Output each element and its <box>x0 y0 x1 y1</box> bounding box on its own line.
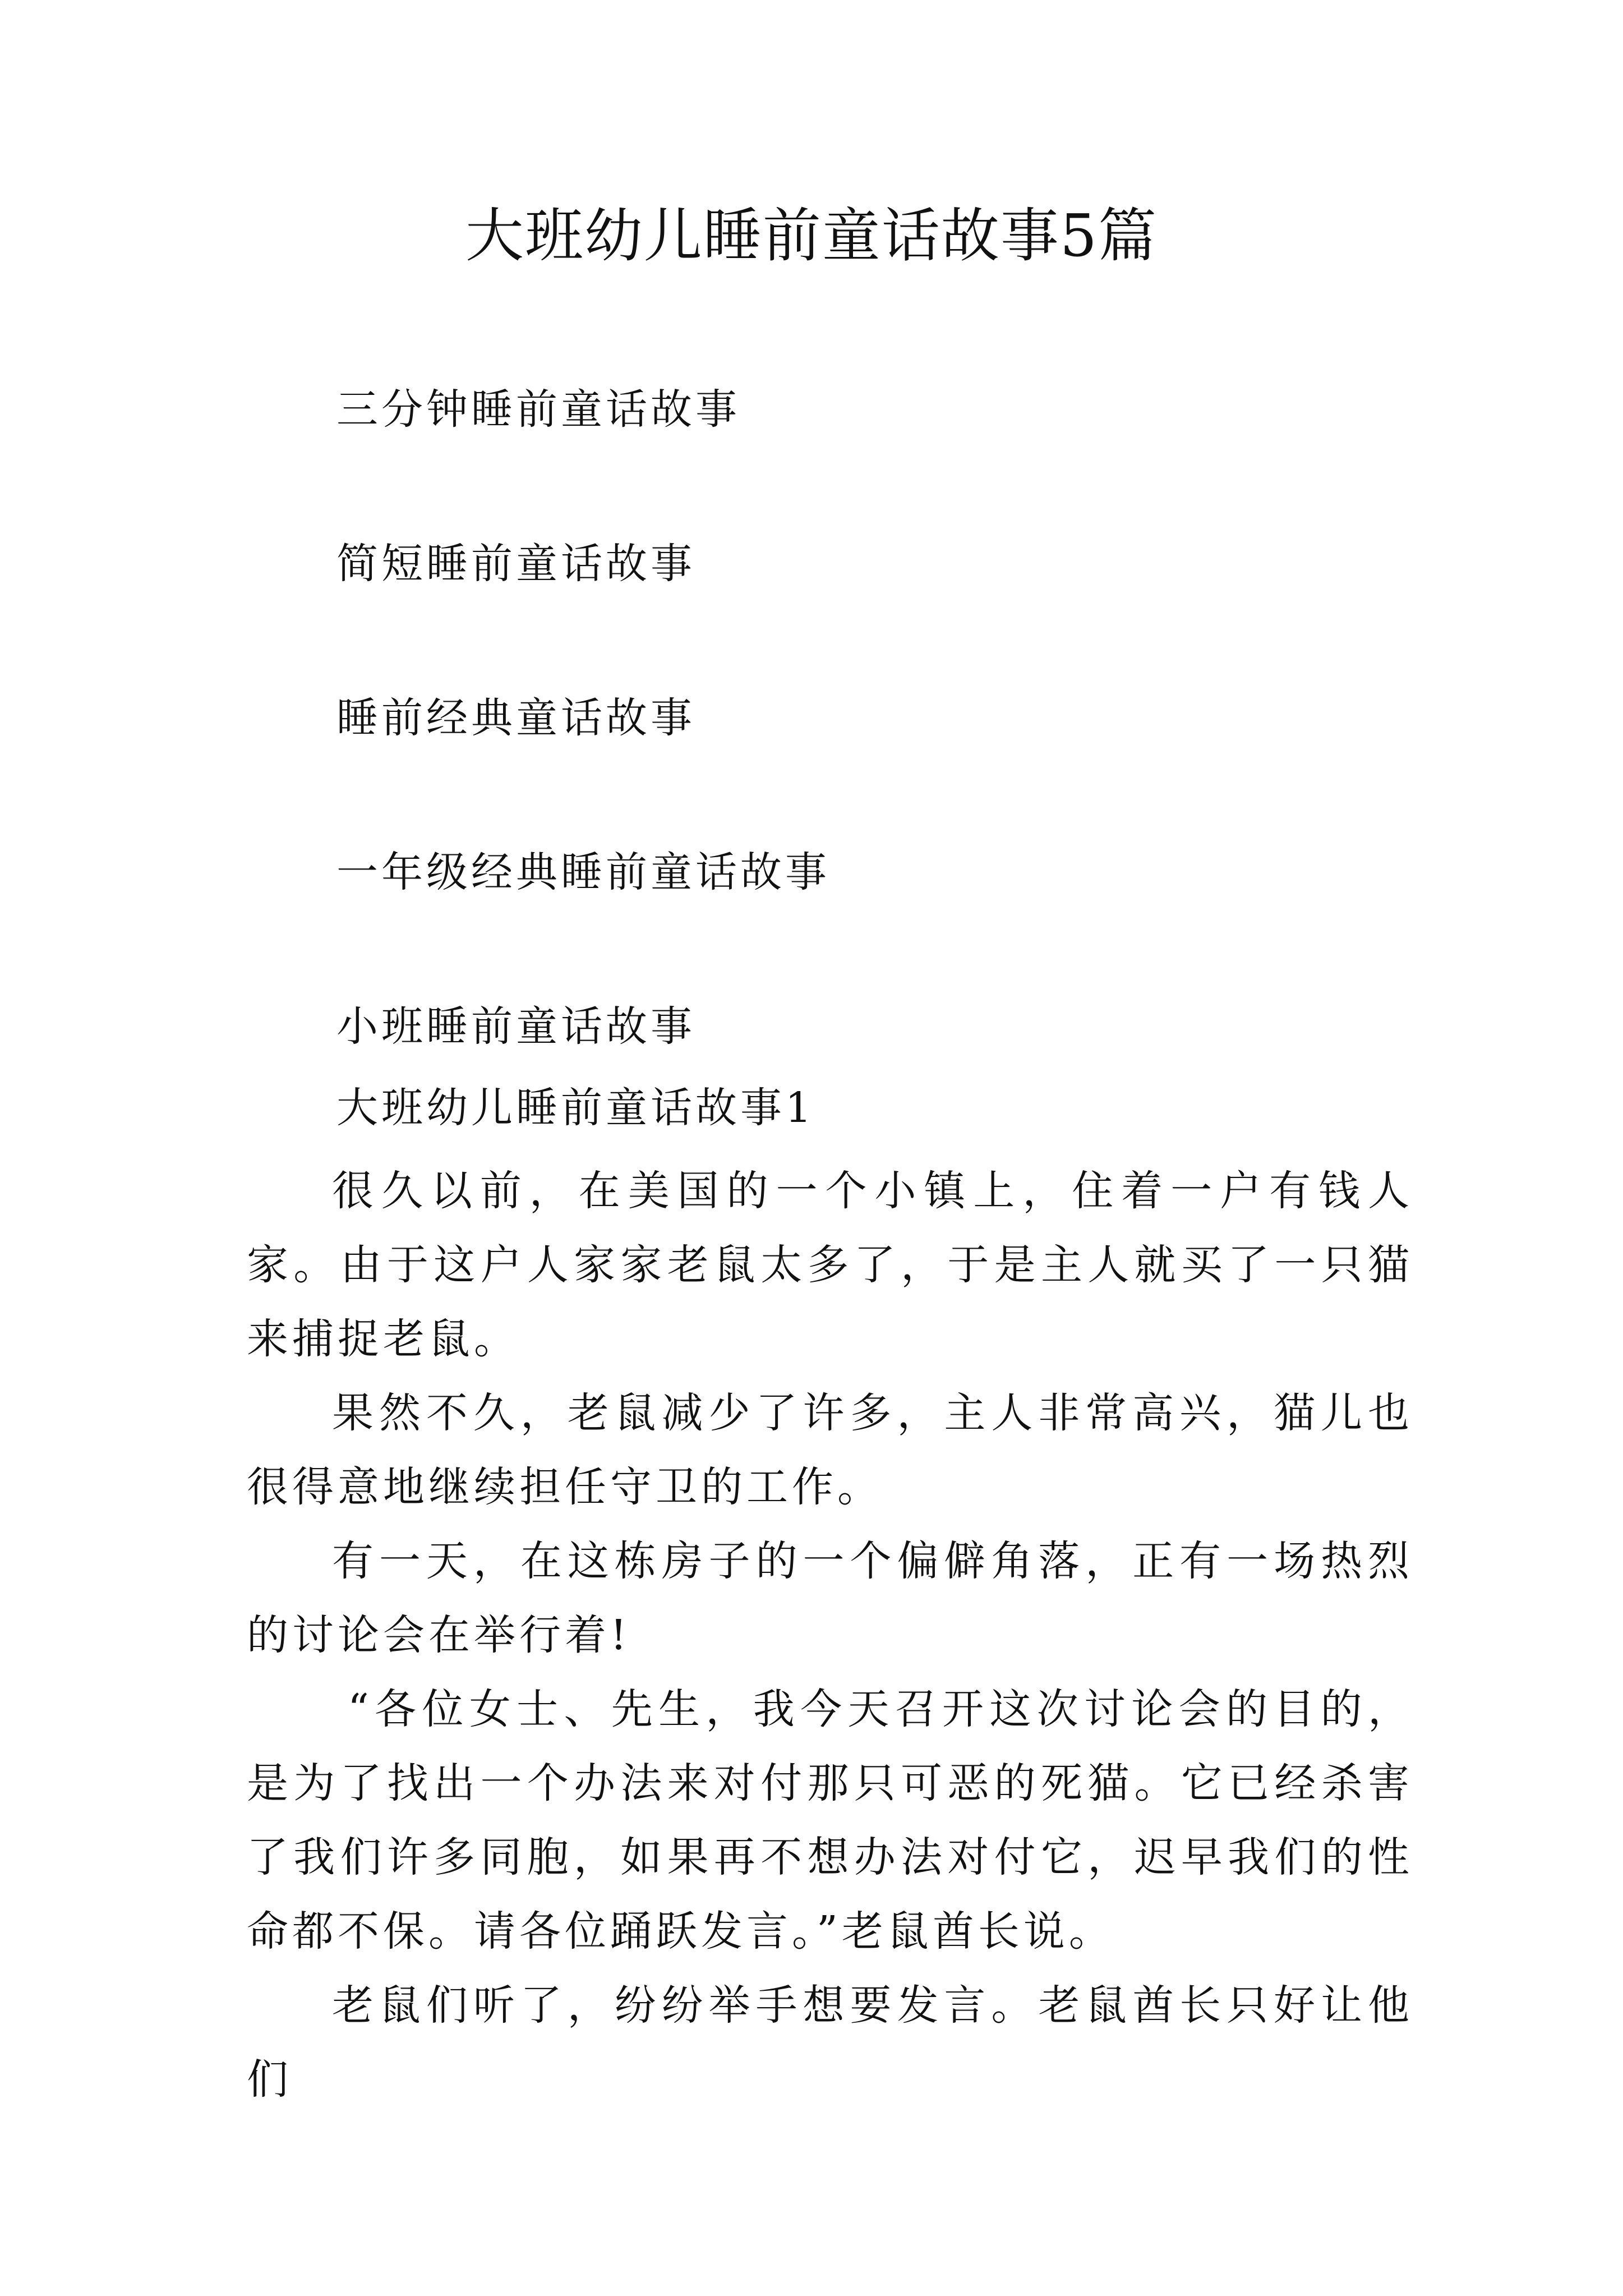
story-body <box>247 1154 1413 2116</box>
story-list-item: 一年级经典睡前童话故事 <box>336 848 830 896</box>
section-heading: 大班幼儿睡前童话故事1 <box>336 1084 815 1132</box>
paragraph: 老鼠们听了，纷纷举手想要发言。老鼠酋长只好让他们 <box>247 1981 1413 2104</box>
paragraph: “各位女士、先生，我今天召开这次讨论会的目的，是为了找出一个办法来对付那只可恶的死猫。它已经杀害了我们许多同胞，如果再不想办法对付它，迟早我们的性命都不保。请各位踊跃发言。”老鼠酋长说。 <box>247 1685 1413 1955</box>
paragraph: 果然不久，老鼠减少了许多，主人非常高兴，猫儿也很得意地继续担任守卫的工作。 <box>247 1389 1413 1511</box>
paragraph: 有一天，在这栋房子的一个偏僻角落，正有一场热烈的讨论会在举行着! <box>247 1537 1413 1659</box>
story-list-item: 睡前经典童话故事 <box>336 694 695 742</box>
paragraph: 很久以前，在美国的一个小镇上，住着一户有钱人家。由于这户人家家老鼠太多了，于是主人就买了一只猫来捕捉老鼠。 <box>247 1167 1413 1363</box>
story-list <box>336 381 830 1153</box>
document-title: 大班幼儿睡前童话故事5篇 <box>465 201 1158 270</box>
story-list-item: 小班睡前童话故事 <box>336 1002 695 1051</box>
story-list-item: 简短睡前童话故事 <box>336 540 695 588</box>
story-list-item: 三分钟睡前童话故事 <box>336 385 740 434</box>
